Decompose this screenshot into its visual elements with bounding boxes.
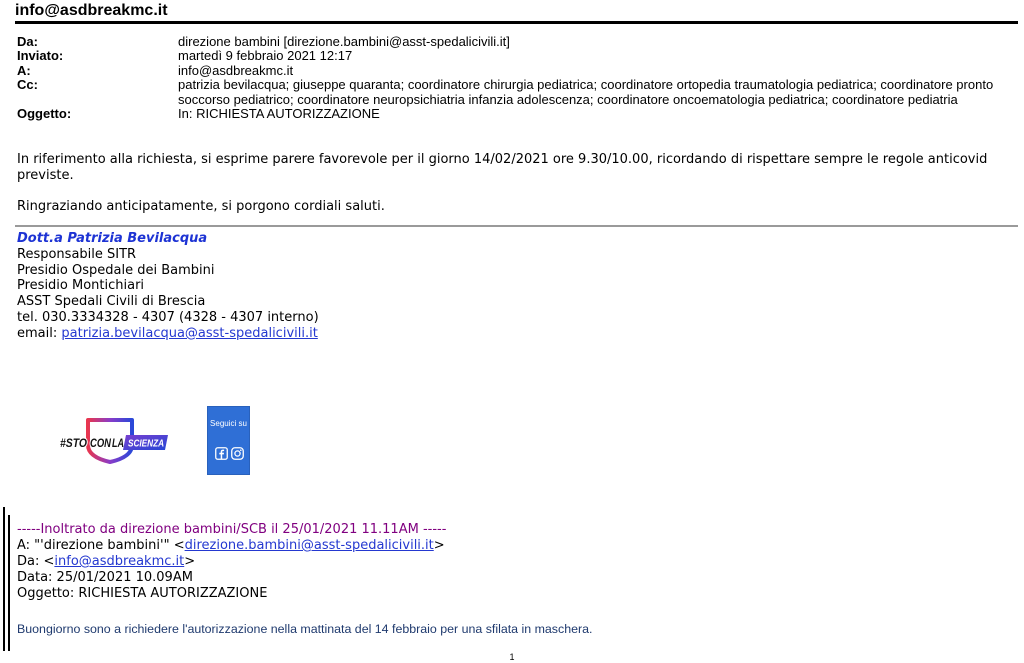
header-value-subject: In: RICHIESTA AUTORIZZAZIONE bbox=[178, 106, 380, 122]
page-number: 1 bbox=[509, 652, 515, 662]
quote-bar-inner bbox=[8, 515, 10, 651]
signature-email-label: email: bbox=[17, 325, 58, 341]
header-row-sent bbox=[17, 49, 1012, 63]
mailbox-title: info@asdbreakmc.it bbox=[15, 2, 168, 19]
forwarded-subject: Oggetto: RICHIESTA AUTORIZZAZIONE bbox=[17, 586, 268, 601]
forwarded-message bbox=[17, 522, 446, 602]
top-divider bbox=[15, 21, 1018, 24]
signature-email-line bbox=[17, 326, 319, 342]
forwarded-to-email-link[interactable]: direzione.bambini@asst-spedalicivili.it bbox=[184, 538, 434, 553]
forwarded-from-prefix: Da: < bbox=[17, 554, 55, 569]
logo-text-con: CON bbox=[90, 436, 112, 450]
facebook-icon[interactable] bbox=[215, 447, 228, 460]
header-label-to: A: bbox=[17, 62, 31, 78]
social-follow-box[interactable] bbox=[207, 406, 250, 475]
signature-block bbox=[17, 231, 319, 342]
forwarded-from-email-link[interactable]: info@asdbreakmc.it bbox=[54, 554, 185, 569]
signature-org-line: Presidio Montichiari bbox=[17, 278, 145, 294]
forwarded-date: Data: 25/01/2021 10.09AM bbox=[17, 570, 193, 585]
signature-email-link[interactable]: patrizia.bevilacqua@asst-spedalicivili.it bbox=[61, 325, 318, 341]
header-value-cc: patrizia bevilacqua; giuseppe quaranta; coordinatore chirurgia pediatrica; coordinatore ortopedia traumatologia pediatrica; coordinatore pronto soccorso pediatrico; coordinatore neuropsichiatria infanzia adolescenza; coordinatore oncoematologia pediatrica; coordinatore pediatria bbox=[178, 77, 994, 107]
header-value-from: direzione bambini [direzione.bambini@asst-spedalicivili.it] bbox=[178, 34, 510, 49]
forwarded-from-line bbox=[17, 554, 446, 570]
header-row-cc bbox=[17, 78, 1012, 107]
body-closing: Ringraziando anticipatamente, si porgono cordiali saluti. bbox=[17, 199, 385, 214]
forwarded-banner: -----Inoltrato da direzione bambini/SCB il 25/01/2021 11.11AM ----- bbox=[17, 522, 447, 537]
forwarded-message-text: Buongiorno sono a richiedere l'autorizzazione nella mattinata del 14 febbraio per una sfilata in maschera. bbox=[17, 622, 593, 636]
logo-text-scienza: SCIENZA bbox=[128, 437, 164, 450]
social-follow-label: Seguici su bbox=[210, 419, 247, 428]
instagram-icon[interactable] bbox=[231, 447, 244, 460]
signature-org-line: Presidio Ospedale dei Bambini bbox=[17, 262, 215, 278]
forwarded-to-suffix: > bbox=[433, 538, 445, 553]
signature-role: Responsabile SITR bbox=[17, 246, 137, 262]
header-label-sent: Inviato: bbox=[17, 48, 64, 64]
signature-phone: tel. 030.3334328 - 4307 (4328 - 4307 interno) bbox=[17, 309, 319, 325]
header-label-from: Da: bbox=[17, 34, 38, 49]
forwarded-to-prefix: A: "'direzione bambini'" < bbox=[17, 538, 185, 553]
header-row-to bbox=[17, 64, 1012, 78]
logo-text-sto: #STO bbox=[60, 436, 88, 450]
header-value-sent: martedì 9 febbraio 2021 12:17 bbox=[178, 48, 353, 64]
header-label-cc: Cc: bbox=[17, 77, 38, 93]
email-body bbox=[17, 152, 1012, 215]
stoconlascienza-logo bbox=[56, 414, 168, 464]
signature-divider bbox=[15, 225, 1018, 227]
header-row-subject bbox=[17, 107, 1012, 121]
quote-bar-outer bbox=[3, 507, 5, 651]
body-paragraph: In riferimento alla richiesta, si esprime parere favorevole per il giorno 14/02/2021 ore 9.30/10.00, ricordando di rispettare sempre le regole anticovid previste. bbox=[17, 152, 988, 183]
header-row-from bbox=[17, 35, 1012, 49]
signature-org-line: ASST Spedali Civili di Brescia bbox=[17, 294, 206, 310]
header-value-to: info@asdbreakmc.it bbox=[178, 62, 294, 78]
signature-name: Dott.a Patrizia Bevilacqua bbox=[17, 231, 208, 246]
header-label-subject: Oggetto: bbox=[17, 106, 72, 122]
forwarded-from-suffix: > bbox=[184, 554, 196, 569]
forwarded-to-line bbox=[17, 538, 446, 554]
email-header-fields bbox=[17, 35, 1012, 121]
logo-text-la: LA bbox=[112, 436, 124, 450]
